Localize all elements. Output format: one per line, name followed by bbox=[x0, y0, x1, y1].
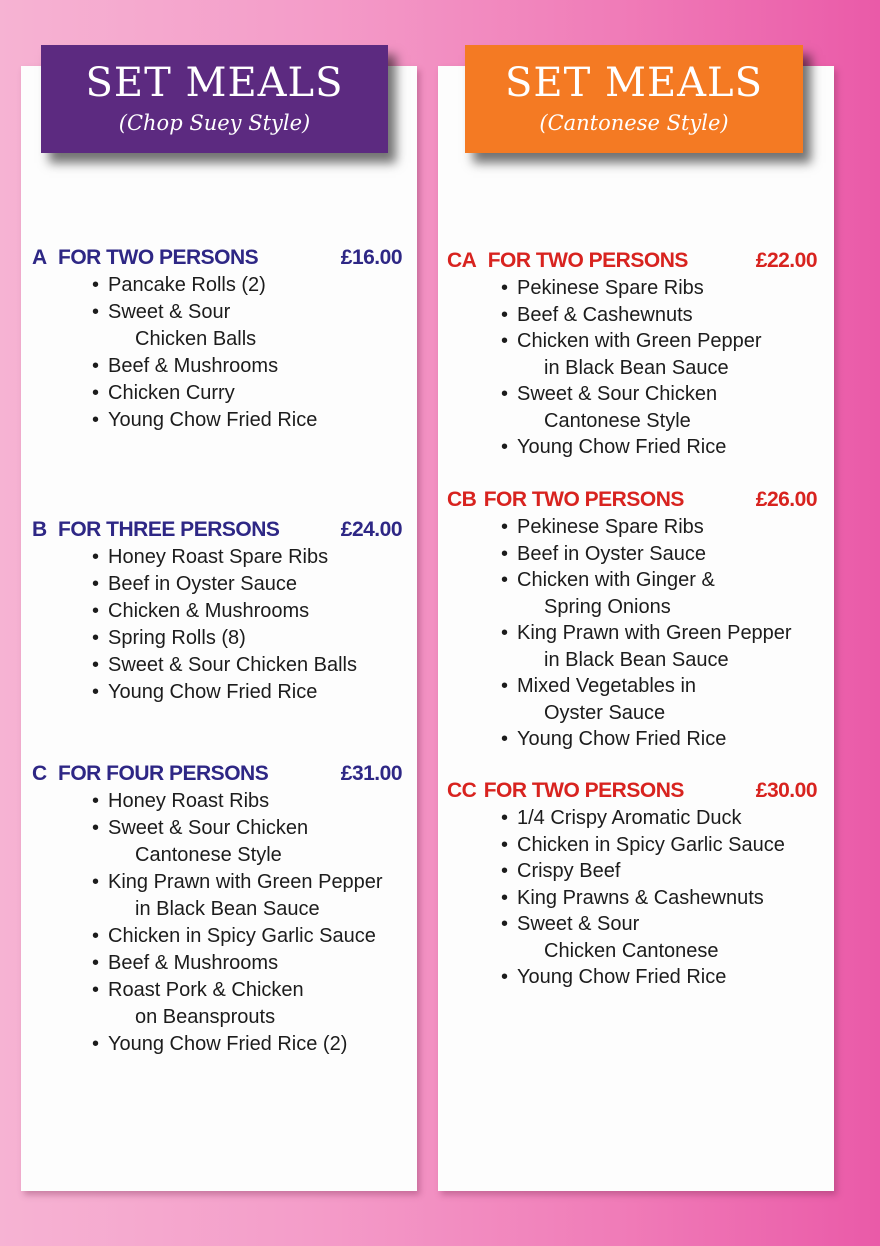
meal-code: C bbox=[32, 762, 47, 785]
meal-code: A bbox=[32, 246, 47, 269]
meal-title: FOR THREE PERSONS bbox=[58, 518, 280, 541]
menu-item: • Young Chow Fried Rice bbox=[501, 964, 817, 991]
bullet-icon: • bbox=[92, 1033, 100, 1055]
bullet-icon: • bbox=[92, 871, 100, 893]
bullet-icon: • bbox=[501, 303, 509, 326]
menu-item: • Honey Roast Spare Ribs bbox=[92, 544, 402, 571]
set-meal-c bbox=[32, 760, 402, 1058]
menu-item: • Beef & Mushrooms bbox=[92, 353, 402, 380]
menu-item: • Honey Roast Ribs bbox=[92, 788, 402, 815]
menu-item: • Sweet & Sour Chicken Cantonese bbox=[501, 913, 719, 962]
menu-item: • Beef & Mushrooms bbox=[92, 950, 402, 977]
menu-item: • King Prawn with Green Pepper in Black Bean Sauce bbox=[92, 871, 383, 920]
bullet-icon: • bbox=[501, 860, 509, 882]
header-subtitle: (Cantonese Style) bbox=[539, 111, 729, 135]
bullet-icon: • bbox=[92, 790, 100, 812]
bullet-icon: • bbox=[501, 728, 509, 750]
bullet-icon: • bbox=[501, 675, 509, 697]
set-meal-cb bbox=[447, 486, 817, 753]
bullet-icon: • bbox=[92, 301, 100, 323]
meal-items bbox=[447, 514, 817, 753]
meal-title: FOR FOUR PERSONS bbox=[58, 762, 269, 785]
bullet-icon: • bbox=[501, 622, 509, 644]
set-meal-b bbox=[32, 516, 402, 706]
set-meal-cc bbox=[447, 777, 817, 991]
menu-item: • King Prawn with Green Pepper in Black Bean Sauce bbox=[501, 622, 792, 671]
meal-items bbox=[447, 275, 817, 461]
bullet-icon: • bbox=[92, 382, 100, 404]
meal-title: FOR TWO PERSONS bbox=[58, 246, 259, 269]
bullet-icon: • bbox=[92, 681, 100, 703]
menu-item: • Young Chow Fried Rice bbox=[92, 679, 402, 706]
meal-price: £26.00 bbox=[755, 488, 817, 511]
section-heading bbox=[447, 247, 817, 275]
section-heading bbox=[447, 486, 817, 514]
meal-title: FOR TWO PERSONS bbox=[487, 249, 688, 272]
meal-code: CC bbox=[447, 779, 477, 802]
bullet-icon: • bbox=[92, 925, 100, 947]
menu-item: • Pekinese Spare Ribs bbox=[501, 275, 817, 302]
bullet-icon: • bbox=[92, 952, 100, 974]
bullet-icon: • bbox=[92, 654, 100, 676]
meal-price: £31.00 bbox=[340, 762, 402, 785]
menu-item: • Young Chow Fried Rice bbox=[92, 407, 402, 434]
bullet-icon: • bbox=[501, 330, 509, 352]
bullet-icon: • bbox=[501, 886, 509, 909]
bullet-icon: • bbox=[501, 436, 509, 458]
menu-item: • Chicken & Mushrooms bbox=[92, 598, 402, 625]
meal-items bbox=[447, 805, 817, 991]
bullet-icon: • bbox=[501, 833, 509, 856]
menu-item: • Chicken with Ginger & Spring Onions bbox=[501, 569, 715, 618]
menu-item: • Pancake Rolls (2) bbox=[92, 272, 402, 299]
menu-item: • King Prawns & Cashewnuts bbox=[501, 885, 817, 912]
meal-title: FOR TWO PERSONS bbox=[483, 779, 684, 802]
meal-code: CB bbox=[447, 488, 477, 511]
bullet-icon: • bbox=[92, 817, 100, 839]
set-meal-a bbox=[32, 244, 402, 434]
meal-price: £22.00 bbox=[755, 249, 817, 272]
cantonese-header bbox=[465, 45, 803, 153]
menu-item: • Beef & Cashewnuts bbox=[501, 302, 817, 329]
header-title: SET MEALS bbox=[504, 60, 763, 106]
bullet-icon: • bbox=[92, 979, 100, 1001]
menu-item: • Young Chow Fried Rice bbox=[501, 434, 817, 461]
bullet-icon: • bbox=[501, 569, 509, 591]
bullet-icon: • bbox=[92, 274, 100, 296]
bullet-icon: • bbox=[501, 913, 509, 935]
menu-item: • Spring Rolls (8) bbox=[92, 625, 402, 652]
meal-price: £30.00 bbox=[755, 779, 817, 802]
chop-suey-header bbox=[41, 45, 388, 153]
meal-code: CA bbox=[447, 249, 477, 272]
meal-title: FOR TWO PERSONS bbox=[483, 488, 684, 511]
bullet-icon: • bbox=[501, 383, 509, 405]
meal-items bbox=[32, 788, 402, 1058]
bullet-icon: • bbox=[92, 573, 100, 595]
menu-item: • Chicken in Spicy Garlic Sauce bbox=[501, 832, 817, 859]
menu-item: • Sweet & Sour Chicken Balls bbox=[92, 301, 257, 350]
bullet-icon: • bbox=[92, 600, 100, 622]
menu-item: • Chicken with Green Pepper in Black Bean Sauce bbox=[501, 330, 762, 379]
section-heading bbox=[32, 244, 402, 272]
menu-item: • Young Chow Fried Rice bbox=[501, 726, 817, 753]
header-title: SET MEALS bbox=[85, 60, 344, 106]
section-heading bbox=[32, 516, 402, 544]
section-heading bbox=[32, 760, 402, 788]
menu-item: • Mixed Vegetables in Oyster Sauce bbox=[501, 675, 697, 724]
menu-item: • Chicken in Spicy Garlic Sauce bbox=[92, 923, 402, 950]
bullet-icon: • bbox=[501, 542, 509, 565]
menu-item: • Young Chow Fried Rice (2) bbox=[92, 1031, 402, 1058]
header-subtitle: (Chop Suey Style) bbox=[118, 111, 311, 135]
meal-items bbox=[32, 544, 402, 706]
menu-item: • Pekinese Spare Ribs bbox=[501, 514, 817, 541]
set-meal-ca bbox=[447, 247, 817, 461]
menu-item: • Chicken Curry bbox=[92, 380, 402, 407]
menu-item: • Sweet & Sour Chicken Cantonese Style bbox=[92, 817, 309, 866]
bullet-icon: • bbox=[501, 807, 509, 829]
section-heading bbox=[447, 777, 817, 805]
menu-item: • Roast Pork & Chicken on Beansprouts bbox=[92, 979, 304, 1028]
meal-price: £16.00 bbox=[340, 246, 402, 269]
bullet-icon: • bbox=[92, 546, 100, 568]
menu-item: • Sweet & Sour Chicken Cantonese Style bbox=[501, 383, 718, 432]
meal-code: B bbox=[32, 518, 47, 541]
bullet-icon: • bbox=[92, 627, 100, 649]
bullet-icon: • bbox=[501, 277, 509, 299]
menu-item: • 1/4 Crispy Aromatic Duck bbox=[501, 805, 817, 832]
meal-items bbox=[32, 272, 402, 434]
meal-price: £24.00 bbox=[340, 518, 402, 541]
menu-item: • Crispy Beef bbox=[501, 858, 817, 885]
bullet-icon: • bbox=[501, 966, 509, 988]
menu-item: • Beef in Oyster Sauce bbox=[92, 571, 402, 598]
bullet-icon: • bbox=[92, 355, 100, 377]
bullet-icon: • bbox=[501, 516, 509, 538]
menu-item: • Beef in Oyster Sauce bbox=[501, 541, 817, 568]
menu-item: • Sweet & Sour Chicken Balls bbox=[92, 652, 402, 679]
bullet-icon: • bbox=[92, 409, 100, 431]
